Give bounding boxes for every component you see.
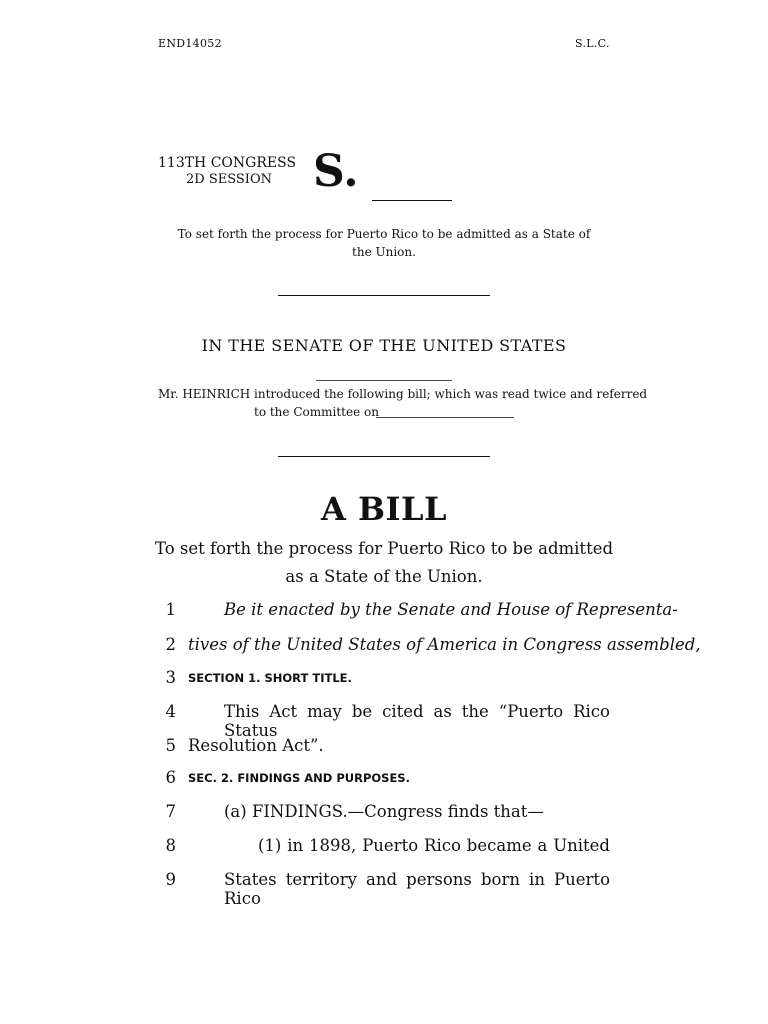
section-heading: SECTION 1. SHORT TITLE. [188,671,352,685]
line-number: 6 [165,768,176,787]
divider [316,380,452,381]
enacting-clause: Be it enacted by the Senate and House of Representa- [224,600,678,619]
line-number: 5 [165,736,176,755]
section-heading: SEC. 2. FINDINGS AND PURPOSES. [188,771,410,785]
divider [278,295,490,296]
findings-text: (a) FINDINGS.—Congress finds that— [224,802,544,821]
line-number: 3 [165,668,176,687]
body-text: This Act may be cited as the “Puerto Rico Status [224,702,610,740]
body-text: (1) in 1898, Puerto Rico became a United [258,836,610,855]
line-number: 9 [165,870,176,889]
short-purpose: To set forth the process for Puerto Rico to be admitted as a State of the Union. [177,227,591,259]
document-id: END14052 [158,37,222,50]
bill-prefix: S. [313,146,359,197]
chamber-heading: IN THE SENATE OF THE UNITED STATES [201,336,567,355]
long-purpose: To set forth the process for Puerto Rico to be admitted as a State of the Union. [154,539,614,586]
line-number: 8 [165,836,176,855]
body-text: States territory and persons born in Puerto Rico [224,870,610,908]
bill-title: A BILL [321,490,447,528]
congress-label: 113TH CONGRESS [158,155,297,171]
enacting-clause: tives of the United States of America in Congress assembled, [188,635,701,654]
slc-label: S.L.C. [575,37,610,50]
divider [278,456,490,457]
line-number: 7 [165,802,176,821]
line-number: 4 [165,702,176,721]
session-label: 2D SESSION [186,172,272,187]
committee-blank [376,417,514,418]
body-text: Resolution Act”. [188,736,324,755]
intro-line: Mr. HEINRICH introduced the following bill; which was read twice and referred [158,387,648,401]
bill-number-blank [372,200,452,201]
intro-line-committee: to the Committee on [254,405,379,419]
line-number: 2 [165,635,176,654]
line-number: 1 [165,600,176,619]
